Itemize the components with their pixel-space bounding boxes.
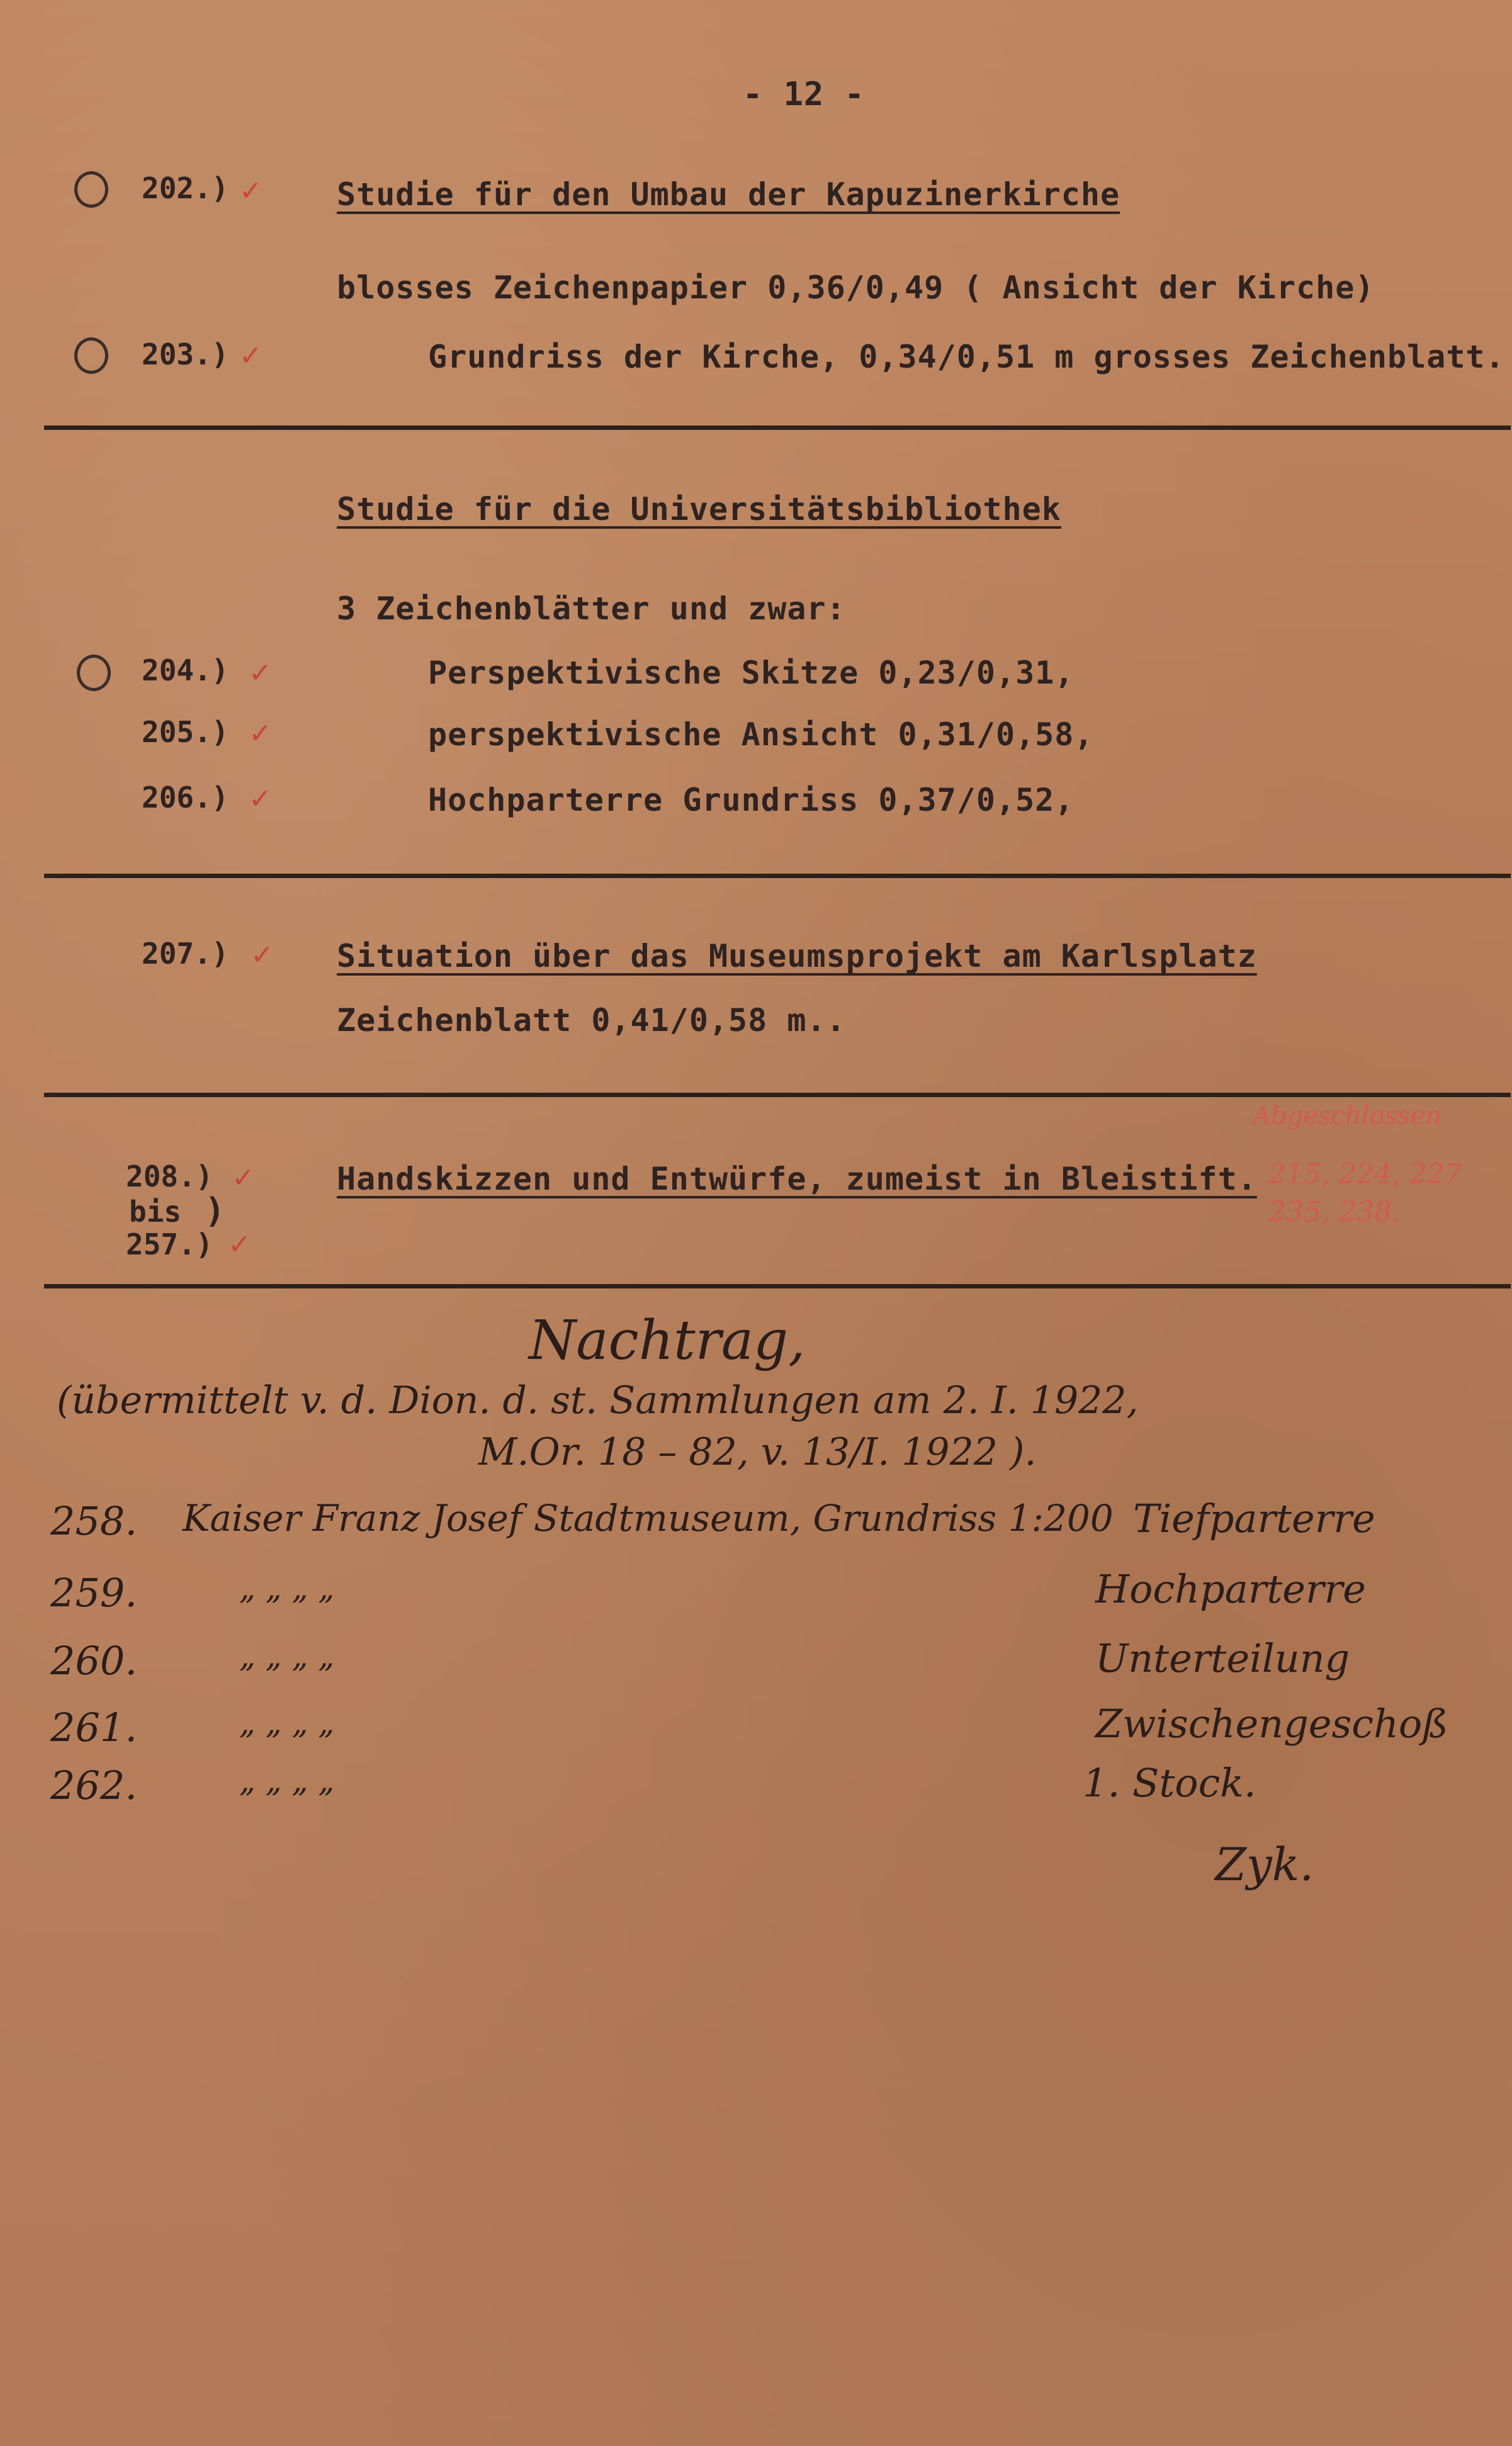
entry-number: 260. [50,1638,138,1684]
section-title: Situation über das Museumsprojekt am Karlsplatz [337,938,1257,974]
check-mark-icon: ✓ [239,175,262,207]
entry-floor: 1. Stock. [1083,1760,1256,1806]
red-pencil-note: Abgeschlossen [1253,1102,1441,1130]
check-mark-icon: ✓ [232,1162,255,1194]
handwritten-line: M.Or. 18 – 82, v. 13/I. 1922 ). [478,1430,1037,1474]
item-number: 206.) [142,781,229,814]
divider [44,426,1511,430]
red-pencil-note: 235, 238, [1268,1196,1401,1228]
signature: Zyk. [1215,1838,1314,1891]
entry-floor: Unterteilung [1095,1635,1350,1681]
item-number: 202.) [142,171,229,205]
section-title: Studie für den Umbau der Kapuzinerkirche [337,176,1120,213]
item-number: 205.) [142,715,229,749]
item-number: 207.) [142,937,229,971]
range-brace: ) [205,1191,225,1231]
section-title: Studie für die Universitätsbibliothek [337,491,1061,527]
entry-floor: Zwischengeschoß [1095,1701,1448,1747]
page-number: - 12 - [743,76,865,113]
entry-ditto: „ „ „ „ [239,1705,335,1741]
section-title: Handskizzen und Entwürfe, zumeist in Bleistift. [337,1161,1257,1197]
item-number-to: 257.) [126,1227,213,1261]
item-number: 203.) [142,337,229,371]
section-intro: 3 Zeichenblätter und zwar: [337,590,846,627]
check-mark-icon: ✓ [249,718,272,750]
item-text: Perspektivische Skitze 0,23/0,31, [428,655,1075,691]
entry-text: Kaiser Franz Josef Stadtmuseum, Grundriss 1:200 [183,1497,1114,1540]
handwritten-line: (übermittelt v. d. Dion. d. st. Sammlungen am 2. I. 1922, [57,1378,1139,1423]
entry-ditto: „ „ „ „ [239,1762,335,1799]
divider [44,1284,1511,1288]
item-text: Grundriss der Kirche, 0,34/0,51 m grosses Zeichenblatt. [428,339,1505,375]
entry-floor: Hochparterre [1095,1566,1366,1612]
check-mark-icon: ✓ [251,939,274,971]
entry-floor: Tiefparterre [1133,1496,1375,1541]
entry-number: 262. [50,1762,138,1808]
item-text: Zeichenblatt 0,41/0,58 m.. [337,1002,846,1039]
check-mark-icon: ✓ [228,1229,251,1261]
check-mark-icon: ✓ [249,783,272,815]
entry-ditto: „ „ „ „ [239,1570,335,1606]
divider [44,1093,1511,1097]
check-mark-icon: ✓ [239,340,262,372]
check-mark-icon: ✓ [249,657,272,689]
item-text: Hochparterre Grundriss 0,37/0,52, [428,782,1075,818]
handwritten-heading: Nachtrag, [529,1309,806,1372]
range-bis: bis [129,1195,182,1229]
section-subtitle: blosses Zeichenpapier 0,36/0,49 ( Ansicht der Kirche) [337,269,1375,306]
item-text: perspektivische Ansicht 0,31/0,58, [428,716,1094,753]
circle-mark [74,171,108,208]
divider [44,874,1511,878]
item-number: 204.) [142,653,229,687]
item-number-from: 208.) [126,1159,213,1193]
entry-number: 258. [50,1498,138,1544]
circle-mark [77,655,111,691]
entry-number: 261. [50,1705,138,1750]
entry-number: 259. [50,1570,138,1616]
red-pencil-note: 215, 224, 227 [1268,1158,1462,1190]
entry-ditto: „ „ „ „ [239,1638,335,1674]
circle-mark [74,337,108,374]
